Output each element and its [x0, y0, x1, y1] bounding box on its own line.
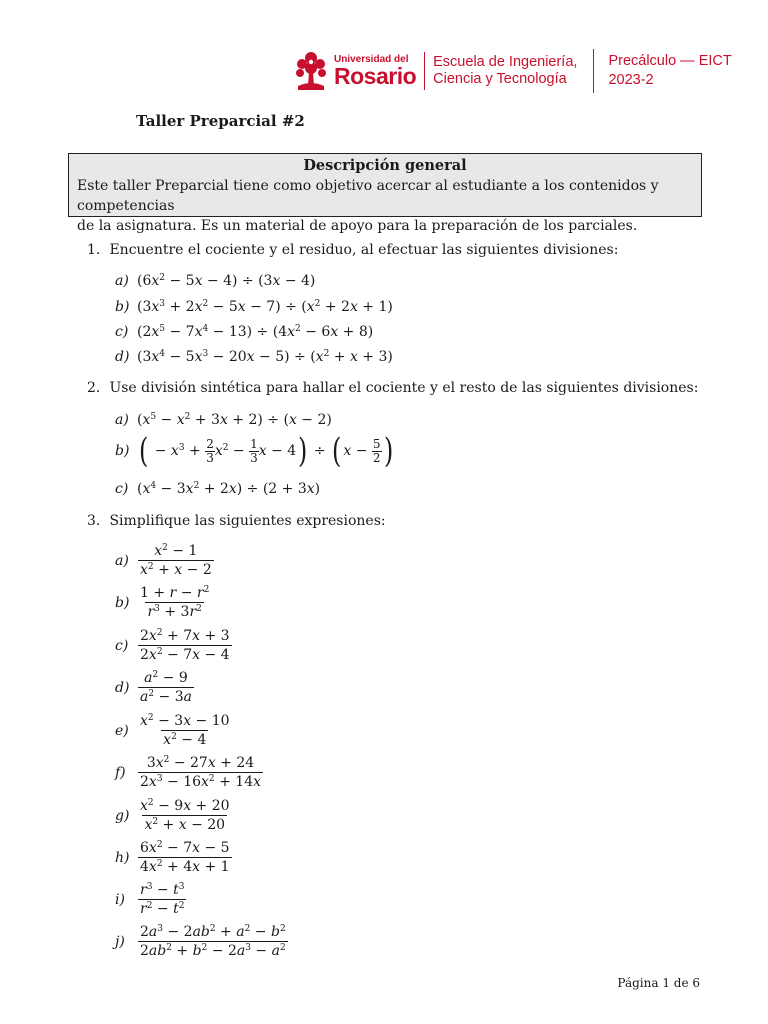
math-expression: $(3x^3 + 2x^2 - 5x - 7) \div (x^2 + 2x + 1)$ [137, 299, 393, 315]
exercise-label: d) [115, 349, 130, 365]
question-text: Encuentre el cociente y el residuo, al efectuar las siguientes divisiones: [109, 242, 619, 258]
math-fraction: $\frac{x^2 - 1}{x^2 + x - 2}$ [140, 543, 212, 578]
description-line-1: Este taller Preparcial tiene como objetivo acercar al estudiante a los contenidos y competencias [77, 178, 659, 214]
math-fraction: $\frac{x^2 - 9x + 20}{x^2 + x - 20}$ [140, 798, 230, 833]
description-box [68, 153, 702, 234]
exercise-1a [115, 273, 315, 289]
exercise-2c [115, 481, 320, 497]
question-2 [87, 380, 698, 396]
exercise-label: c) [115, 324, 129, 340]
exercise-3c [115, 627, 233, 664]
math-fraction: $\frac{1 + r - r^2}{r^3 + 3r^2}$ [140, 585, 210, 620]
question-number: 2. [87, 380, 101, 396]
math-fraction: $\frac{6x^2 - 7x - 5}{4x^2 + 4x + 1}$ [140, 840, 230, 875]
exercise-label: h) [115, 849, 130, 866]
exercise-3a [115, 542, 215, 579]
description-title: Descripción general [303, 157, 467, 174]
page-number: Página 1 de 6 [617, 976, 700, 990]
math-expression: ( − $x^3$ + $\frac{2}{3}$ $x^2$ − $\frac{1}{3}$ x − 4) ÷ ( x − $\frac{5}{2}$ ) [138, 431, 393, 471]
math-expression: $(x^4 - 3x^2 + 2x) \div (2 + 3x)$ [137, 481, 321, 497]
math-expression: $(x^5 - x^2 + 3x + 2) \div (x - 2)$ [137, 412, 332, 428]
school-name [433, 54, 577, 88]
exercise-3e [115, 712, 233, 749]
question-3 [87, 513, 386, 529]
exercise-3j [115, 923, 289, 960]
question-text: Simplifique las siguientes expresiones: [109, 513, 386, 529]
exercise-label: b) [115, 443, 130, 459]
math-expression: $(3x^4 - 5x^3 - 20x - 5) \div (x^2 + x + 3)$ [137, 349, 393, 365]
exercise-label: b) [115, 299, 130, 315]
exercise-label: b) [115, 594, 130, 611]
exercise-3h [115, 839, 233, 876]
math-fraction: $\frac{2a^3 - 2ab^2 + a^2 - b^2}{2ab^2 + b^2 - 2a^3 - a^2}$ [140, 924, 286, 959]
course-term: 2023-2 [608, 72, 654, 88]
exercise-1b [115, 299, 393, 315]
course-info [608, 52, 731, 90]
exercise-label: a) [115, 552, 129, 569]
question-text: Use división sintética para hallar el cociente y el resto de las siguientes divisiones: [109, 380, 699, 396]
exercise-label: g) [115, 807, 130, 824]
university-name [334, 54, 416, 88]
course-name: Precálculo — EICT [608, 53, 732, 69]
math-expression: $(6x^2 - 5x - 4) \div (3x - 4)$ [137, 273, 316, 289]
exercise-label: c) [115, 481, 129, 497]
exercise-label: c) [115, 637, 129, 654]
exercise-3d [115, 669, 195, 706]
math-fraction: $\frac{x^2 - 3x - 10}{x^2 - 4}$ [140, 713, 230, 748]
question-number: 1. [87, 242, 101, 258]
exercise-label: f) [115, 764, 126, 781]
exercise-3i [115, 881, 187, 918]
math-fraction: $\frac{2x^2 + 7x + 3}{2x^2 - 7x - 4}$ [140, 628, 230, 663]
exercise-label: j) [115, 933, 125, 950]
exercise-3f [115, 754, 264, 791]
question-number: 3. [87, 513, 101, 529]
exercise-label: e) [115, 722, 129, 739]
exercise-3g [115, 797, 233, 834]
math-expression: $(2x^5 - 7x^4 - 13) \div (4x^2 - 6x + 8)$ [137, 324, 374, 340]
math-fraction: $\frac{r^3 - t^3}{r^2 - t^2}$ [140, 882, 185, 917]
header-divider-2 [593, 49, 594, 93]
header-divider [424, 52, 425, 90]
exercise-label: a) [115, 412, 129, 428]
exercise-label: d) [115, 679, 130, 696]
school-line-2: Ciencia y Tecnología [433, 71, 567, 87]
header [292, 46, 732, 96]
exercise-3b [115, 584, 212, 621]
school-line-1: Escuela de Ingeniería, [433, 54, 578, 70]
description-line-2: de la asignatura. Es un material de apoyo para la preparación de los parciales. [77, 218, 638, 234]
page-title: Taller Preparcial #2 [136, 112, 305, 130]
exercise-label: i) [115, 891, 125, 908]
math-fraction: $\frac{3x^2 - 27x + 24}{2x^3 - 16x^2 + 14x}$ [140, 755, 262, 790]
exercise-1d [115, 349, 393, 365]
math-fraction: $\frac{a^2 - 9}{a^2 - 3a}$ [140, 670, 192, 705]
university-crest-icon [292, 48, 330, 94]
exercise-2b [115, 431, 395, 471]
question-1 [87, 242, 618, 258]
university-name-small: Universidad del [334, 54, 409, 65]
exercise-label: a) [115, 273, 129, 289]
exercise-2a [115, 412, 332, 428]
university-name-big: Rosario [334, 63, 417, 89]
exercise-1c [115, 324, 373, 340]
